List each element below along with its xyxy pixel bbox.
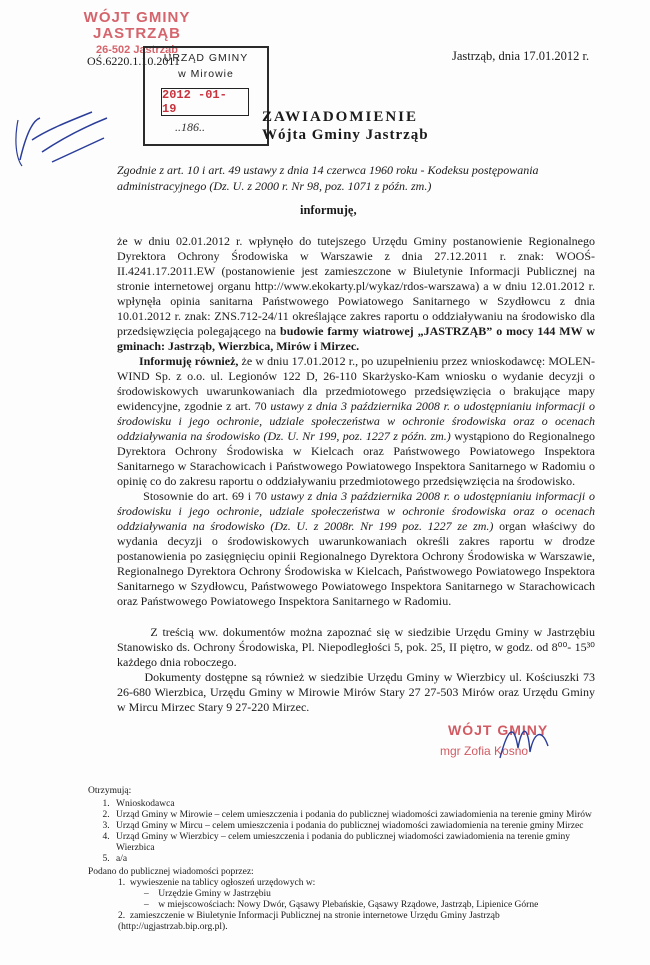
recipient-item: 2. Urząd Gminy w Mirowie – celem umieszczenia i podania do publicznej wiadomości zawiadomienia na terenie gminy Mirów xyxy=(112,810,608,821)
title-line1: ZAWIADOMIENIE xyxy=(262,109,419,125)
paragraph-5-text: Dokumenty dostępne są również w siedzibie Urzędu Gminy w Wierzbicy ul. Kościuszki 73 26-680 Wierzbica, Urzędu Gminy w Mirowie Mirów Stary 27 27-503 Mirów oraz Urzędu Gminy w Mircu Mirzec Stary 9 27-220 Mirzec. xyxy=(117,670,595,714)
received-stamp-office: URZĄD GMINY xyxy=(163,52,249,64)
paragraph-2 xyxy=(117,354,595,489)
wojt-stamp-line1: WÓJT GMINY xyxy=(83,9,191,26)
reference-number: OŚ.6220.1.10.2011 xyxy=(87,54,180,68)
paragraph-3 xyxy=(117,489,595,609)
recipients-list xyxy=(88,799,608,865)
paragraph-1-bold: budowie farmy wiatrowej „JASTRZĄB” o mocy 144 MW w gminach: Jastrząb, Wierzbica, Mirów i Mirzec. xyxy=(117,324,596,353)
received-stamp-date: 2012 -01- 19 xyxy=(161,88,249,116)
paragraph-3-italic: ustawy z dnia 3 października 2008 r. o udostępnianiu informacji o środowisku i jego ochronie, udziale społeczeństwa w ochronie środowiska oraz o ocenach oddziaływania na środowisko (Dz. U. z 2008r. Nr 199 poz. 1227 ze zm.) xyxy=(117,489,595,533)
public-notice-subitem: – w miejscowościach: Nowy Dwór, Gąsawy Plebańskie, Gąsawy Rządowe, Jastrząb, Lipienice Górne xyxy=(144,900,539,910)
wojt-stamp-line2: JASTRZĄB xyxy=(92,25,181,42)
public-notice-item-1: 1. wywieszenie na tablicy ogłoszeń urzędowych w: xyxy=(118,878,316,888)
public-notice-subitem-b: w miejscowościach: Nowy Dwór, Gąsawy Plebańskie, Gąsawy Rządowe, Jastrząb, Lipienice Górne xyxy=(158,900,539,910)
received-stamp-number: ..186.. xyxy=(175,120,205,134)
paragraph-2-text-a: że w dniu 17.01.2012 r., po uzupełnieniu przez wnioskodawcę: MOLEN-WIND Sp. z o.o. ul. Legionów 122 D, 26-110 Skarżysko-Kam wniosku o wydanie decyzji o środowiskowych uwarunkowaniach dla przedmiotowego przedsięwzięcia o brakujące mapy ewidencyjne, zgodnie z art. 70 xyxy=(117,354,596,413)
public-notice-subitem: – Urzędzie Gminy w Jastrzębiu xyxy=(144,889,271,899)
paragraph-3-text-a: Stosownie do art. 69 i 70 xyxy=(143,489,267,503)
public-notice-item-2-text: zamieszczenie w Biuletynie Informacji Publicznej na stronie internetowe Urzędu Gminy Jastrząb (http://ugjastrzab.bip.org.pl). xyxy=(118,911,500,932)
paragraph-2-bold: Informuję również, xyxy=(138,354,239,368)
received-stamp xyxy=(143,46,269,146)
recipients-header: Otrzymują: xyxy=(88,786,132,796)
paragraph-2-text-b: wystąpiono do Regionalnego Dyrektora Ochrony Środowiska w Kielcach oraz Państwowego Powiatowego Inspektora Sanitarnego w Starachowicach i Państwowego Powiatowego Inspektora Sanitarnego w Radomiu o opinię co do zakresu raportu o oddziaływaniu przedmiotowego przedsięwzięcia na środowisko. xyxy=(117,429,596,488)
paragraph-4 xyxy=(117,625,595,670)
public-notice-header: Podano do publicznej wiadomości poprzez: xyxy=(88,867,254,877)
paragraph-1-text: że w dniu 02.01.2012 r. wpłynęło do tutejszego Urzędu Gminy postanowienie Regionalnego Dyrektora Ochrony Środowiska w Warszawie z dnia 27.12.2011 r. znak: WOOŚ-II.4241.17.2011.EW (postanowienie jest zamieszczone w Biuletynie Informacji Publicznej na stronie internetowej organu http://www.ekokarty.pl/wykaz/rdos-warszawa) a w dniu 12.01.2012 r. wpłynęła opinia sanitarna Państwowego Powiatowego Sanitarnego w Szydłowcu z dnia 10.01.2012 r. znak: ZNS.712-24/11 określające zakres raportu o oddziaływaniu na środowisko dla przedsięwzięcia polegającego na xyxy=(117,234,595,338)
received-stamp-location: w Mirowie xyxy=(178,68,234,80)
recipients-section xyxy=(88,786,608,933)
recipient-item: 4. Urząd Gminy w Wierzbicy – celem umieszczenia i podania do publicznej wiadomości zawiadomienia na terenie gminy Wierzbica xyxy=(112,832,608,854)
recipient-item: 3. Urząd Gminy w Mircu – celem umieszczenia i podania do publicznej wiadomości zawiadomienia na terenie gminy Mirzec xyxy=(112,821,608,832)
city-date: Jastrząb, dnia 17.01.2012 r. xyxy=(452,49,590,63)
document-body xyxy=(117,234,595,715)
paragraph-3-text-b: organ właściwy do wydania decyzji o środowiskowych uwarunkowaniach określi zakres raportu w drodze postanowienia po zasięgnięciu opinii Regionalnego Dyrektora Ochrony Środowiska w Warszawie, Regionalnego Dyrektora Ochrony Środowiska w Kielcach, Państwowego Powiatowego Inspektora Sanitarnego w Szydłowcu, Państwowego Powiatowego Inspektora Sanitarnego w Starachowicach oraz Państwowego Powiatowego Inspektora Sanitarnego w Radomiu. xyxy=(117,519,596,608)
handwritten-annotation xyxy=(12,100,122,170)
paragraph-4-text: Z treścią ww. dokumentów można zapoznać się w siedzibie Urzędu Gminy w Jastrzębiu Stanowisko ds. Ochrony Środowiska, Pl. Niepodległości 5, pok. 25, II piętro, w godz. od 8⁰⁰- 15³⁰ każdego dnia roboczego. xyxy=(117,625,595,669)
public-notice-item-1-text: wywieszenie na tablicy ogłoszeń urzędowych w: xyxy=(129,878,316,888)
paragraph-2-italic: ustawy z dnia 3 października 2008 r. o udostępnianiu informacji o środowisku i jego ochronie, udziale społeczeństwa w ochronie środowiska oraz o ocenach oddziaływania na środowisko (Dz. U. Nr 199, poz. 1227 z późn. zm.) xyxy=(117,399,596,443)
paragraph-5 xyxy=(117,670,595,715)
public-notice-subitem-a: Urzędzie Gminy w Jastrzębiu xyxy=(158,889,271,899)
legal-basis: Zgodnie z art. 10 i art. 49 ustawy z dnia 14 czerwca 1960 roku - Kodeksu postępowania administracyjnego (Dz. U. z 2000 r. Nr 98, poz. 1071 z późn. zm.) xyxy=(117,163,539,193)
recipient-item: 1. Wnioskodawca xyxy=(112,799,608,810)
inform-label: informuję, xyxy=(300,203,357,217)
signature-line1: WÓJT GMINY xyxy=(448,722,549,738)
paragraph-1 xyxy=(117,234,595,354)
signature-stamp xyxy=(430,718,590,766)
document-title xyxy=(262,108,429,144)
public-notice-item-2: 2. zamieszczenie w Biuletynie Informacji Publicznej na stronie internetowe Urzędu Gminy Jastrząb (http://ugjastrzab.bip.org.pl). xyxy=(118,911,500,932)
handwritten-signature xyxy=(430,718,590,766)
signature-line2: mgr Zofia Kosno xyxy=(440,744,529,758)
title-line2: Wójta Gminy Jastrząb xyxy=(262,127,429,143)
wojt-stamp-line3: 26-502 Jastrząb xyxy=(96,44,178,56)
recipient-item: 5. a/a xyxy=(112,854,608,865)
